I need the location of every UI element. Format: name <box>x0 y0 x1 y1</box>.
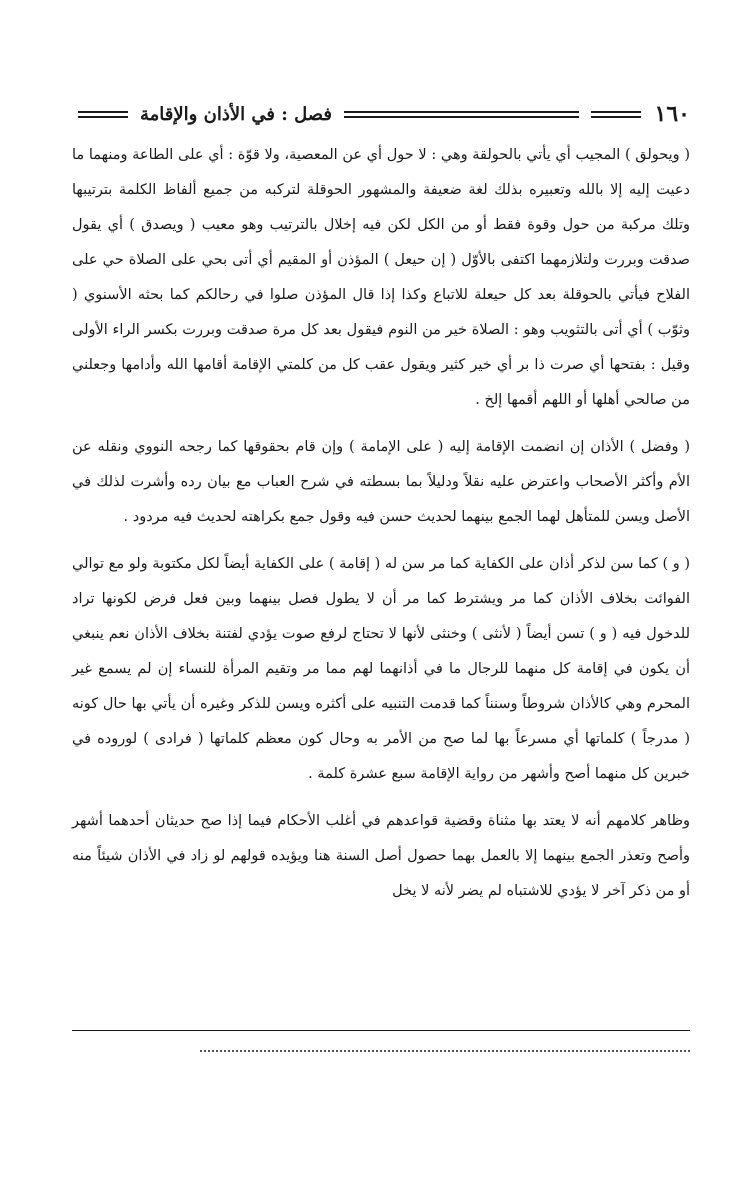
footnote-dotted-line <box>200 1050 690 1052</box>
paragraph-1: ( ويحولق ) المجيب أي يأتي بالحولقة وهي : لا حول أي عن المعصية، ولا قوّة : أي على الطاعة ومنهما ما دعيت إليه إلا بالله وتعبيره بذلك لغة ضعيفة والمشهور الحوقلة لتركبه من جميع ألفاظ الكلمة بترتيبها وتلك مركبة من حول وقوة فقط أو من الكل لكن فيه إخلال بالترتيب وهو معيب ( ويصدق ) أي يقول صدقت وبررت ولتلازمهما اكتفى بالأوّل ( إن حيعل ) المؤذن أو المقيم أي أتى بحي على الصلاة حي على الفلاح فيأتي بالحوقلة بعد كل حيعلة للاتباع وكذا إذا قال المؤذن صلوا في رحالكم كما بحثه الأسنوي ( وثوّب ) أي أتى بالتثويب وهو : الصلاة خير من النوم فيقول بعد كل مرة صدقت وبررت بكسر الراء الأولى وقيل : بفتحها أي صرت ذا بر أي خير كثير ويقول عقب كل من كلمتي الإقامة أقامها الله وأدامها وجعلني من صالحي أهلها أو اللهم أقمها إلخ . <box>72 147 690 408</box>
main-text <box>72 138 690 921</box>
paragraph-2: ( وفضل ) الأذان إن انضمت الإقامة إليه ( على الإمامة ) وإن قام بحقوقها كما رجحه النووي ونقله عن الأم وأكثر الأصحاب واعترض عليه نقلاً ودليلاً بما بسطته في شرح العباب مع بيان رده وأشرت لذلك في الأصل ويسن للمتأهل لهما الجمع بينهما لحديث حسن فيه وقول جمع بكراهته لحديث فيه مردود . <box>72 439 690 525</box>
header-rule-left <box>78 111 128 118</box>
chapter-title: فصل : في الأذان والإقامة <box>140 103 333 125</box>
header-rule-right <box>591 111 641 118</box>
header-rule-middle <box>344 111 579 118</box>
paragraph-3: ( و ) كما سن لذكر أذان على الكفاية كما مر سن له ( إقامة ) على الكفاية أيضاً لكل مكتوبة ولو مع توالي الفوائت بخلاف الأذان كما مر ويشترط كما مر أن لا يطول فصل بينهما وبين فعل فرض لكونها تراد للدخول فيه ( و ) تسن أيضاً ( لأنثى ) وخنثى لأنها لا تحتاج لرفع صوت يؤدي لفتنة بخلاف الأذان نعم ينبغي أن يكون في إقامة كل منهما للرجال ما في أذانهما لهم مما مر وتقيم المرأة للنساء إن لم يسمع غير المحرم وهي كالأذان شروطاً وسنناً كما قدمت التنبيه على أكثره ويسن للذكر وغيره أن يأتي بها حال كونه ( مدرجاً ) كلماتها أي مسرعاً بها لما صح من الأمر به وحال كون معظم كلماتها ( فرادى ) لوروده في خبرين كل منهما أصح وأشهر من رواية الإقامة سبع عشرة كلمة . <box>72 556 690 782</box>
paragraph-4: وظاهر كلامهم أنه لا يعتد بها مثناة وقضية قواعدهم في أغلب الأحكام فيما إذا صح حديثان أحدهما أشهر وأصح وتعذر الجمع بينهما إلا بالعمل بهما حصول أصل السنة هنا ويؤيده قولهم لو زاد في الأذان شيئاً منه أو من ذكر آخر لا يؤدي للاشتباه لم يضر لأنه لا يخل <box>72 813 690 899</box>
page-header <box>72 92 690 136</box>
page-number: ١٦٠ <box>654 101 690 127</box>
footnote-separator <box>72 1030 690 1031</box>
